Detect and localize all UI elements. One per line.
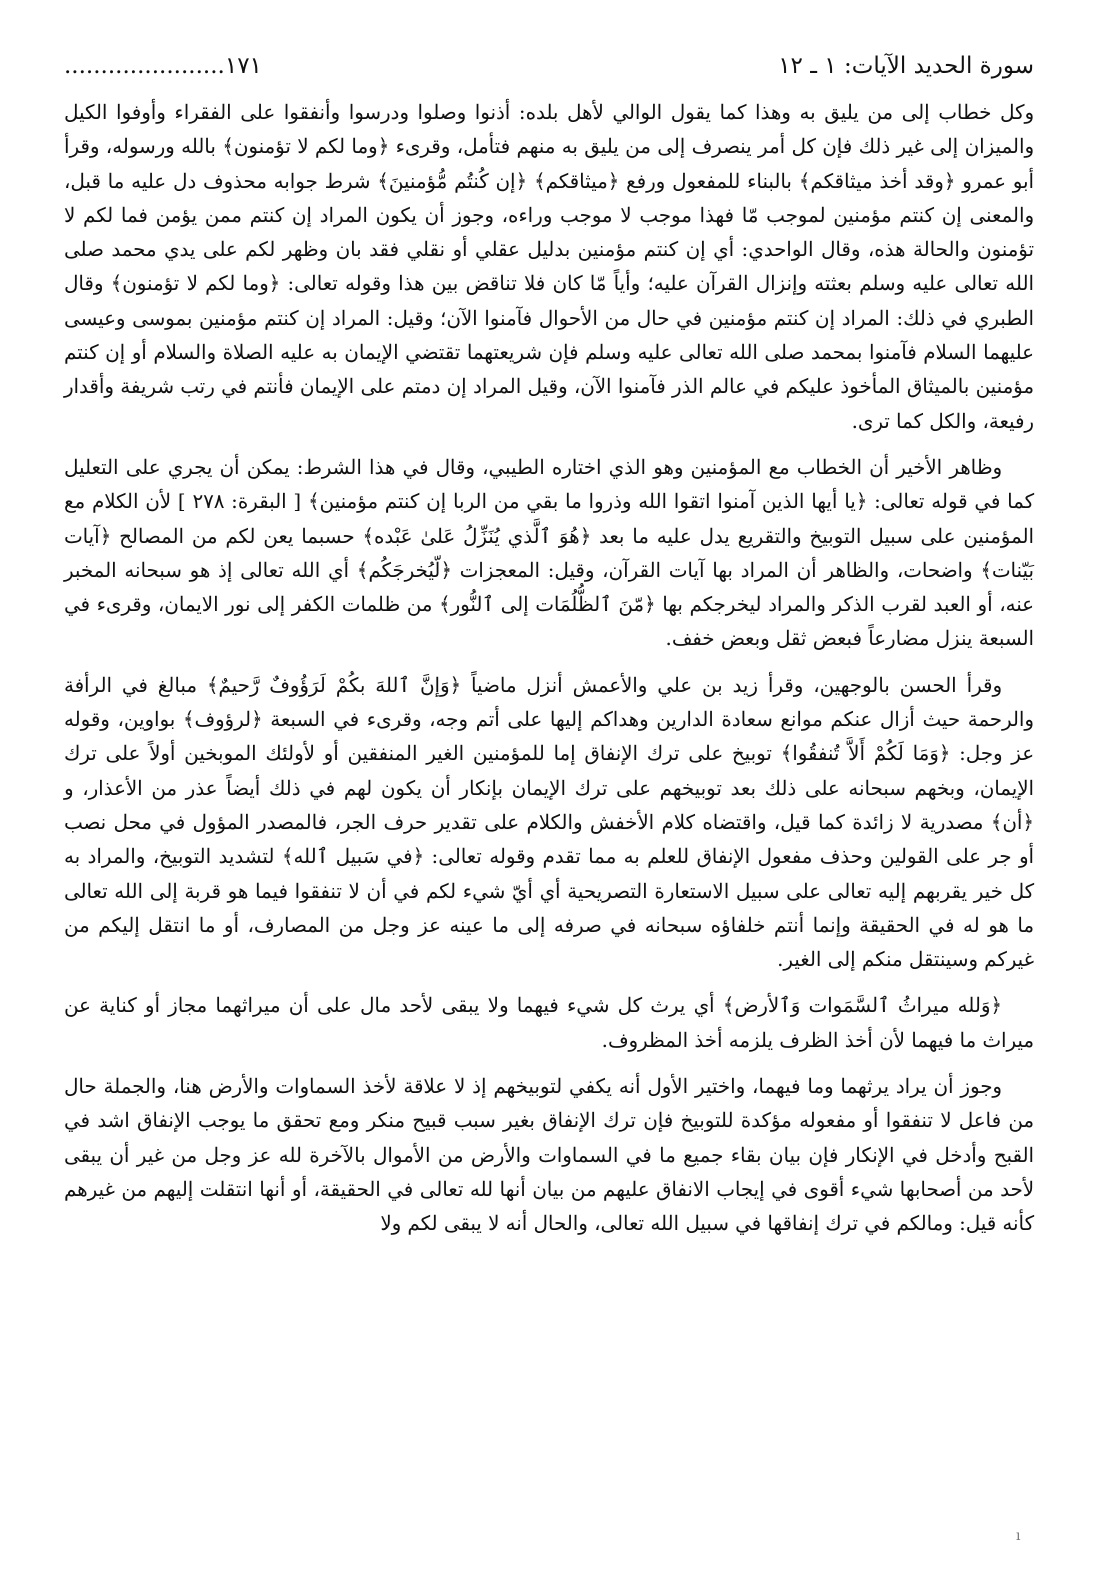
body-text (64, 96, 1034, 1242)
paragraph-1: وكل خطاب إلى من يليق به وهذا كما يقول الوالي لأهل بلده: أذنوا وصلوا ودرسوا وأنفقوا على الفقراء وأوفوا الكيل والميزان إلى غير ذلك فإن كل أمر ينصرف إلى من يليق به منهم فتأمل، وقرىء ﴿وما لكم لا تؤمنون﴾ بالله ورسوله، وقرأ أبو عمرو ﴿وقد أخذ ميثاقكم﴾ بالبناء للمفعول ورفع ﴿ميثاقكم﴾ ﴿إن كُنتُم مُّؤمنينَ﴾ شرط جوابه محذوف دل عليه ما قبل، والمعنى إن كنتم مؤمنين لموجب مّا فهذا موجب لا موجب وراءه، وجوز أن يكون المراد إن كنتم ممن يؤمن فما لكم لا تؤمنون والحالة هذه، وقال الواحدي: أي إن كنتم مؤمنين بدليل عقلي أو نقلي فقد بان وظهر لكم على يدي محمد صلى الله تعالى عليه وسلم بعثته وإنزال القرآن عليه؛ وأياً مّا كان فلا تناقض بين هذا وقوله تعالى: ﴿وما لكم لا تؤمنون﴾ وقال الطبري في ذلك: المراد إن كنتم مؤمنين في حال من الأحوال فآمنوا الآن؛ وقيل: المراد إن كنتم مؤمنين بموسى وعيسى عليهما السلام فآمنوا بمحمد صلى الله تعالى عليه وسلم فإن شريعتهما تقتضي الإيمان به عليه الصلاة والسلام أو إن كنتم مؤمنين بالميثاق المأخوذ عليكم في عالم الذر فآمنوا الآن، وقيل المراد إن دمتم على الإيمان فأنتم في رتب شريفة وأقدار رفيعة، والكل كما ترى. (64, 101, 1034, 433)
page-number: ......................١٧١ (64, 53, 262, 79)
book-page (64, 46, 1034, 1536)
surah-title: سورة الحديد الآيات: ١ ـ ١٢ (778, 53, 1034, 79)
paragraph-2: وظاهر الأخير أن الخطاب مع المؤمنين وهو الذي اختاره الطيبي، وقال في هذا الشرط: يمكن أن يجري على التعليل كما في قوله تعالى: ﴿يا أيها الذين آمنوا اتقوا الله وذروا ما بقي من الربا إن كنتم مؤمنين﴾ [ البقرة: ٢٧٨ ] لأن الكلام مع المؤمنين على سبيل التوبيخ والتقريع يدل عليه ما بعد ﴿هُوَ ٱلَّذي يُنَزِّلُ عَلىٰ عَبْده﴾ حسبما يعن لكم من المصالح ﴿آيات بَيّنات﴾ واضحات، والظاهر أن المراد بها آيات القرآن، وقيل: المعجزات ﴿لّيُخرجَكُم﴾ أي الله تعالى إذ هو سبحانه المخبر عنه، أو العبد لقرب الذكر والمراد ليخرجكم بها ﴿مّنَ ٱلظُّلُمَات إلى ٱلنُّور﴾ من ظلمات الكفر إلى نور الايمان، وقرىء في السبعة ينزل مضارعاً فبعض ثقل وبعض خفف. (64, 455, 1034, 651)
paragraph-3: وقرأ الحسن بالوجهين، وقرأ زيد بن علي والأعمش أنزل ماضياً ﴿وَإنَّ ٱللهَ بكُمْ لَرَؤُوفٌ رَّحيمٌ﴾ مبالغ في الرأفة والرحمة حيث أزال عنكم موانع سعادة الدارين وهداكم إليها على أتم وجه، وقرىء في السبعة ﴿لرؤوف﴾ بواوين، وقوله عز وجل: ﴿وَمَا لَكُمْ أَلاَّ تُنفقُوا﴾ توبيخ على ترك الإنفاق إما للمؤمنين الغير المنفقين أو لأولئك الموبخين أولاً على ترك الإيمان، وبخهم سبحانه على ذلك بعد توبيخهم على ترك الإيمان بإنكار أن يكون لهم في ذلك أيضاً عذر من الأعذار، و ﴿أن﴾ مصدرية لا زائدة كما قيل، واقتضاه كلام الأخفش والكلام على تقدير حرف الجر، فالمصدر المؤول في محل نصب أو جر على القولين وحذف مفعول الإنفاق للعلم به مما تقدم وقوله تعالى: ﴿في سَبيل ٱلله﴾ لتشديد التوبيخ، والمراد به كل خير يقربهم إليه تعالى على سبيل الاستعارة التصريحية أي أيّ شيء لكم في أن لا تنفقوا فيما هو قربة إلى الله تعالى ما هو له في الحقيقة وإنما أنتم خلفاؤه سبحانه في صرفه إلى ما عينه عز وجل من المصارف، أو ما انتقل إليكم من غيركم وسينتقل منكم إلى الغير. (64, 673, 1034, 972)
scan-mark: ı (1016, 1528, 1021, 1544)
running-header (64, 46, 1034, 86)
paragraph-5: وجوز أن يراد يرثهما وما فيهما، واختير الأول أنه يكفي لتوبيخهم إذ لا علاقة لأخذ السماوات والأرض هنا، والجملة حال من فاعل لا تنفقوا أو مفعوله مؤكدة للتوبيخ فإن ترك الإنفاق بغير سبب قبيح منكر ومع تحقق ما يوجب الإنفاق اشد في القبح وأدخل في الإنكار فإن بيان بقاء جميع ما في السماوات والأرض من الأموال بالآخرة لله عز وجل من غير أن يبقى لأحد من أصحابها شيء أقوى في إيجاب الانفاق عليهم من بيان أنها لله تعالى في الحقيقة، أو أنها انتقلت إليهم من غيرهم كأنه قيل: ومالكم في ترك إنفاقها في سبيل الله تعالى، والحال أنه لا يبقى لكم ولا (64, 1075, 1034, 1236)
paragraph-4: ﴿وَلله ميراثُ ٱلسَّمَوات وَٱلأرض﴾ أي يرث كل شيء فيهما ولا يبقى لأحد مال على أن ميراثهما مجاز أو كناية عن ميراث ما فيهما لأن أخذ الظرف يلزمه أخذ المظروف. (64, 994, 1034, 1052)
